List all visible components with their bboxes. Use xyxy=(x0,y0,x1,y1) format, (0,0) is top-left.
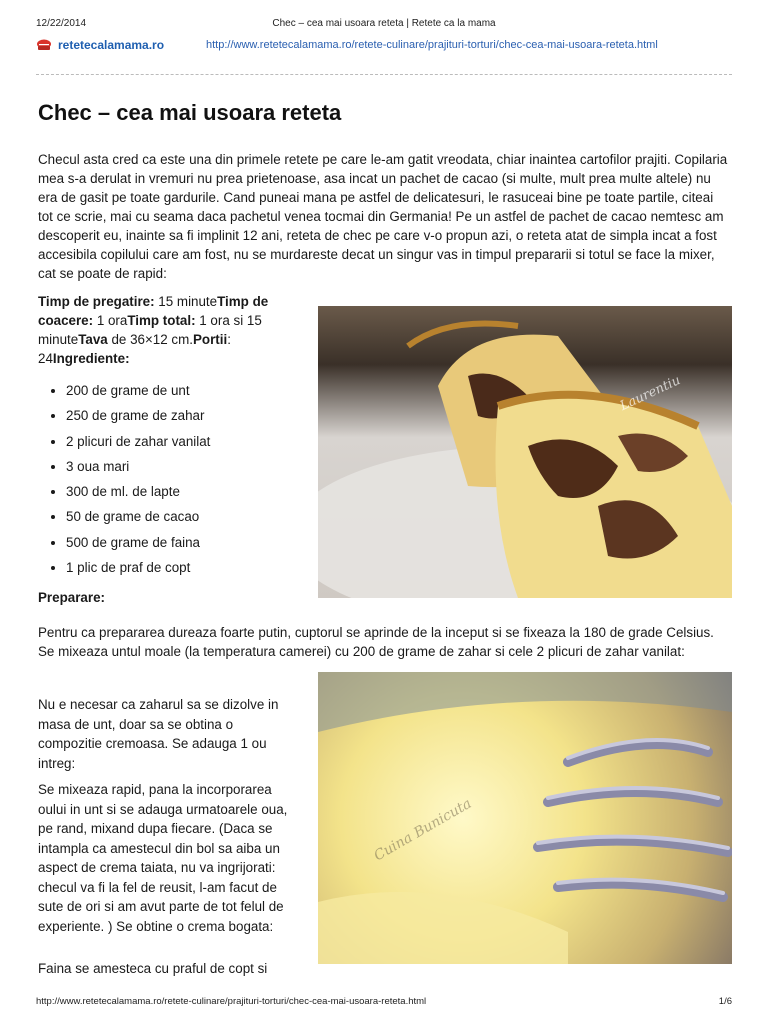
photo-watermark: Cuina Bunicuta xyxy=(371,795,475,865)
header-divider xyxy=(36,74,732,75)
site-name-link[interactable]: retetecalamama.ro xyxy=(58,38,165,52)
total-time-value: 1 ora si 15 minute xyxy=(38,313,262,347)
portions-label: Portii xyxy=(192,332,228,347)
print-footer xyxy=(36,996,732,1007)
ingredients-list xyxy=(38,378,326,580)
ingredient-item: • 250 de grame de zahar xyxy=(66,403,326,428)
preparation-paragraph-2: Nu e necesar ca zaharul sa se dizolve in masa de unt, doar sa se obtina o compozitie cremoasa. Se adauga 1 ou intreg: xyxy=(38,697,279,771)
recipe-meta xyxy=(38,292,300,368)
cook-time-label: Timp de coacere: xyxy=(38,294,269,328)
ingredient-item: • 50 de grame de cacao xyxy=(66,504,326,529)
intro-paragraph: Checul asta cred ca este una din primele retete pe care le-am gatit vreodata, chiar inaintea cartofilor prajiti. Copilaria mea s-a derulat in vremuri nu prea prietenoase, asa incat un pachet de cacao (si multe, mult prea multe altele) nu era de gasit pe toate gardurile. Cand puneai mana pe astfel de delicatesuri, le rasuceai bine pe toate partile, citeai tot ce scrie, mai cu seama daca pachetul venea tocmai din Germania! Pe un astfel de pachet de cacao nemtesc am descoperit eu, inainte sa fi implinit 12 ani, reteta de chec pe care v-o propun azi, o reteta atat de simpla incat a fost accesibila copilului care am fost, nu se murdareste decat un singur vas in timpul prepararii si totul se face la mixer, cat se poate de rapid: xyxy=(38,152,728,281)
portions-value: : 24 xyxy=(38,332,231,366)
tray-label: Tava xyxy=(78,332,108,347)
ingredients-label: Ingrediente: xyxy=(52,351,130,366)
ingredient-item: • 500 de grame de faina xyxy=(66,530,326,555)
total-time-label: Timp total: xyxy=(127,313,196,328)
chef-hat-icon xyxy=(36,39,52,51)
preparation-heading: Preparare: xyxy=(38,590,105,605)
page-url-link[interactable]: http://www.retetecalamama.ro/retete-culinare/prajituri-torturi/chec-cea-mai-usoara-reteta.html xyxy=(206,39,658,51)
preparation-paragraph-1: Pentru ca prepararea dureaza foarte putin, cuptorul se aprinde de la inceput si se fixeaza la 180 de grade Celsius. Se mixeaza untul moale (la temperatura camerei) cu 200 de grame de zahar si cele 2 plicuri de zahar vanilat: xyxy=(38,625,714,659)
article-title: Chec – cea mai usoara reteta xyxy=(38,100,342,125)
ingredient-item: • 2 plicuri de zahar vanilat xyxy=(66,429,326,454)
prep-time-label: Timp de pregatire: xyxy=(38,294,155,309)
photo-watermark: Laurentiu xyxy=(617,373,683,414)
print-page-title: Chec – cea mai usoara reteta | Retete ca la mama xyxy=(272,18,496,29)
marble-cake-photo xyxy=(318,306,732,598)
ingredient-item: • 3 oua mari xyxy=(66,454,326,479)
page-number: 1/6 xyxy=(718,996,732,1007)
ingredient-item: • 300 de ml. de lapte xyxy=(66,479,326,504)
preparation-paragraph-3: Se mixeaza rapid, pana la incorporarea oului in unt si se adauga urmatoarele oua, pe rand, mixand dupa fiecare. (Daca se intampla ca amestecul din bol sa aiba un aspect de crema taiata, nu va ingrijorati: checul va fi la fel de reusit, l-am facut de sute de ori si am avut parte de tot felul de experiente. ) Se obtine o crema bogata: xyxy=(38,782,288,934)
tray-value: de 36×12 cm. xyxy=(107,332,193,347)
site-brand[interactable] xyxy=(36,38,164,52)
cook-time-value: 1 ora xyxy=(93,313,128,328)
print-date: 12/22/2014 xyxy=(36,18,87,29)
marble-cake-illustration xyxy=(318,306,732,598)
prep-time-value: 15 minute xyxy=(154,294,218,309)
ingredient-item: • 1 plic de praf de copt xyxy=(66,555,326,580)
mixer-illustration xyxy=(318,672,732,964)
ingredient-item: • 200 de grame de unt xyxy=(66,378,326,403)
butter-sugar-mixing-photo xyxy=(318,672,732,964)
preparation-paragraph-4: Faina se amesteca cu praful de copt si xyxy=(38,961,268,976)
footer-url: http://www.retetecalamama.ro/retete-culinare/prajituri-torturi/chec-cea-mai-usoara-reteta.html xyxy=(36,996,427,1007)
